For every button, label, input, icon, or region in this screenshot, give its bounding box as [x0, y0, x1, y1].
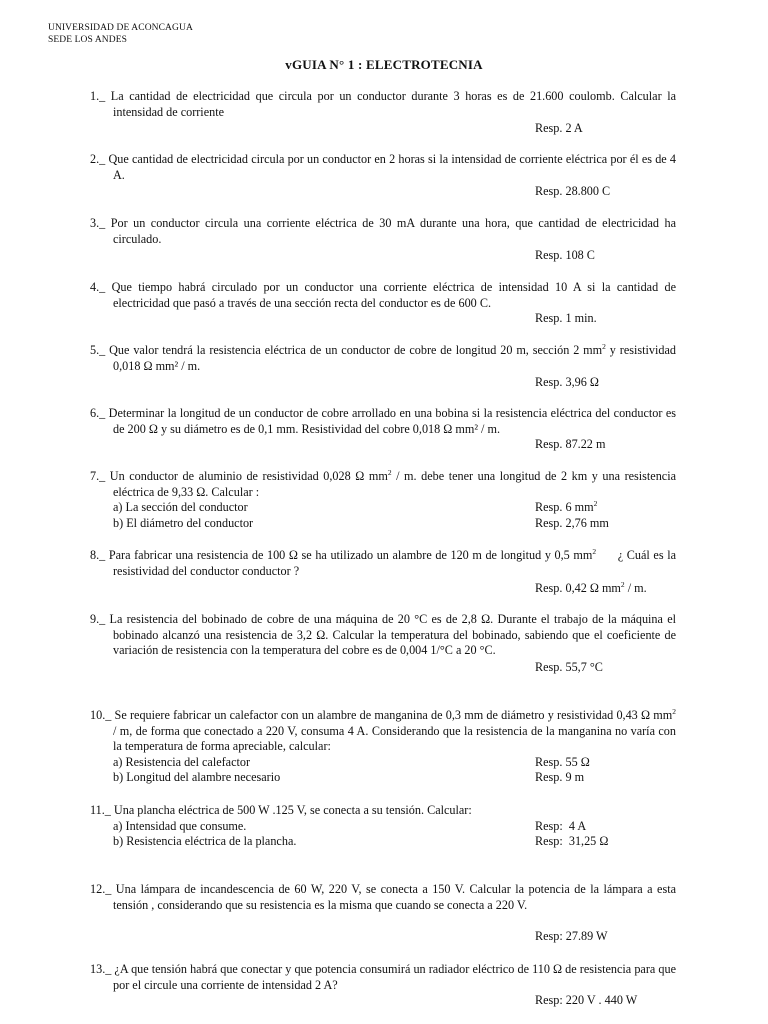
- problem-answer: Resp: 220 V . 440 W: [535, 993, 638, 1007]
- problem-answer: Resp. 1 min.: [535, 311, 597, 325]
- campus-name: SEDE LOS ANDES: [48, 35, 127, 45]
- problem-text: 3._ Por un conductor circula una corriente eléctrica de 30 mA durante una hora, que cantidad de electricidad ha circulado.: [90, 216, 676, 246]
- problem-text: [90, 469, 676, 500]
- superscript: 2: [387, 467, 392, 477]
- problem-answer: Resp. 2 A: [535, 121, 583, 135]
- problem-answer: [535, 581, 676, 597]
- sub-question-label: a) La sección del conductor: [113, 500, 248, 514]
- problem-answer: Resp. 3,96 Ω: [535, 375, 599, 389]
- sub-question-answer: Resp. 9 m: [535, 770, 585, 784]
- problem-answer: Resp. 108 C: [535, 248, 595, 262]
- problem-text-b: ¿ Cuál es la resistividad del conductor conductor ?: [113, 548, 680, 578]
- answer-text: Resp. 0,42 Ω mm: [535, 581, 621, 595]
- sub-question-a: [90, 819, 676, 835]
- problem-text: 1._ La cantidad de electricidad que circula por un conductor durante 3 horas es de 21.600 coulomb. Calcular la intensidad de corriente: [90, 89, 676, 119]
- problem-text: 12._ Una lámpara de incandescencia de 60 W, 220 V, se conecta a 150 V. Calcular la potencia de la lámpara a esta tensión , considerando que su resistencia es la misma que cuando se conecta a 220 V.: [90, 882, 676, 912]
- problem-text: [90, 546, 680, 579]
- superscript: 2: [672, 706, 676, 716]
- sub-question-answer: Resp: 4 A: [535, 818, 587, 833]
- problem-text-a: 5._ Que valor tendrá la resistencia eléctrica de un conductor de cobre de longitud 20 m, sección 2 mm: [90, 343, 603, 357]
- problem-text: 11._ Una plancha eléctrica de 500 W .125 V, se conecta a su tensión. Calcular:: [90, 803, 472, 817]
- problem-5: [90, 343, 676, 391]
- problem-text-a: 7._ Un conductor de aluminio de resistividad 0,028 Ω mm: [90, 469, 388, 483]
- superscript: 2: [620, 579, 625, 589]
- sub-question-answer: Resp: 31,25 Ω: [535, 834, 609, 848]
- sub-question-a: [90, 755, 676, 771]
- answer-text: Resp. 6 mm: [535, 500, 594, 514]
- problem-text-a: 8._ Para fabricar una resistencia de 100 Ω se ha utilizado un alambre de 120 m de longitud y 0,5 mm: [90, 548, 593, 562]
- problem-text-b: / m. debe tener una longitud de 2 km y una resistencia eléctrica de 9,33 Ω. Calcular :: [113, 469, 677, 499]
- superscript: 2: [593, 498, 598, 508]
- problem-text-b: y resistividad 0,018 Ω mm² / m.: [113, 343, 676, 373]
- sub-question-label: a) Resistencia del calefactor: [113, 754, 251, 769]
- sub-question-answer: Resp. 2,76 mm: [535, 515, 609, 530]
- page-title: vGUIA N° 1 : ELECTROTECNIA: [285, 57, 483, 72]
- problem-text: 13._ ¿A que tensión habrá que conectar y que potencia consumirá un radiador eléctrico de 110 Ω de resistencia para que por el circule una corriente de intensidad 2 A?: [90, 962, 676, 992]
- answer-text-b: / m.: [624, 581, 647, 595]
- problem-answer: Resp. 28.800 C: [535, 184, 611, 198]
- problem-12: [90, 882, 676, 945]
- sub-question-label: b) El diámetro del conductor: [113, 515, 254, 530]
- problem-text-a: 10._ Se requiere fabricar un calefactor con un alambre de manganina de 0,3 mm de diámetro y resistividad 0,43 Ω mm: [90, 708, 673, 722]
- problem-7: [90, 469, 676, 531]
- sub-question-label: b) Resistencia eléctrica de la plancha.: [113, 834, 297, 848]
- sub-question-b: [90, 516, 676, 532]
- institution-header: [48, 22, 193, 46]
- problem-3: [90, 216, 676, 264]
- problem-13: [90, 962, 676, 1009]
- problem-2: [90, 152, 676, 200]
- sub-question-answer: Resp. 55 Ω: [535, 754, 590, 769]
- superscript: 2: [602, 341, 606, 351]
- sub-question-label: b) Longitud del alambre necesario: [113, 770, 281, 784]
- problem-text: 6._ Determinar la longitud de un conductor de cobre arrollado en una bobina si la resistencia eléctrica del conductor es de 200 Ω y su diámetro es de 0,1 mm. Resistividad del cobre 0,018 Ω mm² / m.: [90, 406, 676, 436]
- problem-text: 2._ Que cantidad de electricidad circula por un conductor en 2 horas si la intensidad de corriente eléctrica por él es de 4 A.: [90, 152, 676, 182]
- superscript: 2: [592, 546, 597, 556]
- problem-answer: Resp. 87.22 m: [535, 437, 606, 451]
- problem-answer: Resp: 27.89 W: [535, 929, 608, 943]
- problem-9: [90, 612, 676, 675]
- problem-11: [90, 803, 676, 850]
- sub-question-answer: [535, 500, 597, 516]
- problem-1: [90, 89, 676, 137]
- problem-text: 4._ Que tiempo habrá circulado por un conductor una corriente eléctrica de intensidad 10 A si la cantidad de electricidad que pasó a través de una sección recta del conductor es de 600 C.: [90, 280, 676, 310]
- sub-question-label: a) Intensidad que consume.: [113, 818, 247, 833]
- problem-text: [90, 343, 676, 374]
- problem-answer: Resp. 55,7 °C: [535, 659, 603, 674]
- problem-text: [90, 708, 676, 755]
- problem-6: [90, 406, 676, 453]
- sub-question-b: [90, 770, 676, 786]
- problem-10: [90, 708, 676, 786]
- sub-question-b: [90, 834, 676, 850]
- problem-text: 9._ La resistencia del bobinado de cobre de una máquina de 20 °C es de 2,8 Ω. Durante el trabajo de la máquina el bobinado alcanzó una resistencia de 3,2 Ω. Calcular la temperatura del bobinado, sabiendo que el coeficiente de variación de resistencia con la temperatura del cobre es de 0,004 1/°C a 20 °C.: [90, 612, 676, 657]
- university-name: UNIVERSIDAD DE ACONCAGUA: [48, 23, 193, 33]
- problem-text-b: / m, de forma que conectado a 220 V, consuma 4 A. Considerando que la resistencia de la manganina no varía con la temperatura de forma apreciable, calcular:: [113, 723, 676, 753]
- problem-8: [90, 546, 680, 597]
- sub-question-a: [90, 500, 676, 516]
- problem-4: [90, 280, 676, 327]
